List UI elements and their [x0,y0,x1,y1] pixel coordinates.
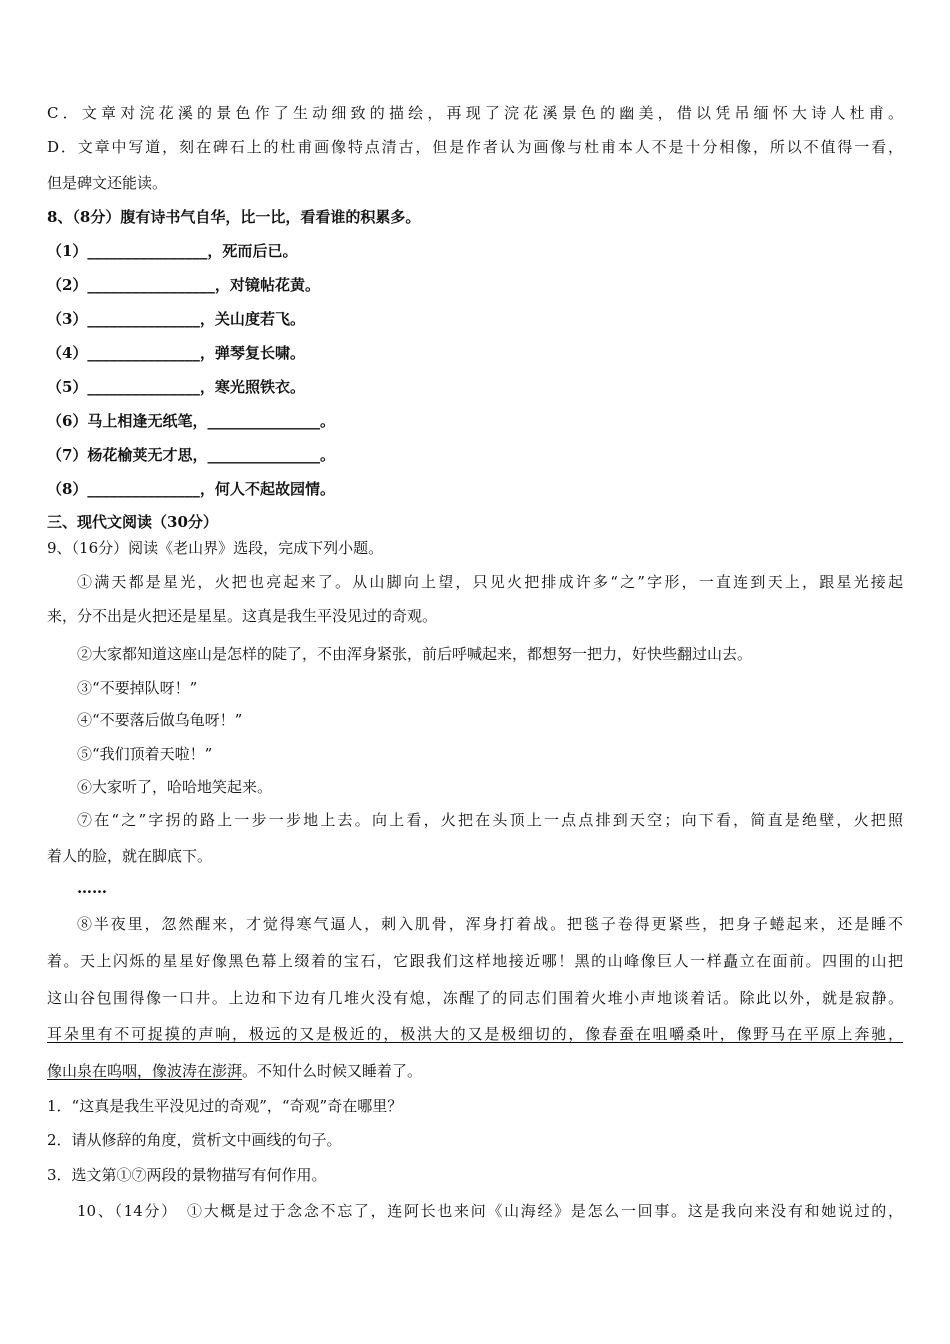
para-8-line1: ⑧半夜里，忽然醒来，才觉得寒气逼人，刺入肌骨，浑身打着战。把毯子卷得更紧些，把身子蜷起来，还是睡不 [77,915,903,933]
para-8-line2: 着。天上闪烁的星星好像黑色幕上缀着的宝石，它跟我们这样地接近哪！黑的山峰像巨人一样矗立在面前。四围的山把 [47,952,903,970]
q8-item-8: （8）_______________，何人不起故园情。 [47,480,335,498]
para-7-line1: ⑦在“之”字拐的路上一步一步地上去。向上看，火把在头顶上一点点排到天空；向下看，简直是绝壁，火把照 [77,811,903,829]
sub-question-1: 1．“这真是我生平没见过的奇观”，“奇观”奇在哪里？ [47,1097,403,1115]
q8-item-5: （5）_______________，寒光照铁衣。 [47,378,305,396]
para-8-line5 [47,1061,422,1081]
q8-title: 8、（8分）腹有诗书气自华，比一比，看看谁的积累多。 [47,208,421,226]
para-5: ⑤“我们顶着天啦！” [77,745,213,763]
q8-item-2: （2）_________________，对镜帖花黄。 [47,276,320,294]
section-heading: 三、现代文阅读（30分） [47,513,218,531]
para-8-end: 。不知什么时候又睡着了。 [242,1062,423,1080]
q8-item-1: （1）________________，死而后已。 [47,242,298,260]
option-c: C．文章对浣花溪的景色作了生动细致的描绘，再现了浣花溪景色的幽美，借以凭吊缅怀大诗人杜甫。 [47,104,903,122]
para-6: ⑥大家听了，哈哈地笑起来。 [77,778,273,796]
option-d-line2: 但是碑文还能读。 [47,174,168,192]
para-7-line2: 着人的脸，就在脚底下。 [47,847,213,865]
q10-line1: 10、（14分） ①大概是过于念念不忘了，连阿长也来问《山海经》是怎么一回事。这是我向来没有和她说过的， [77,1202,903,1220]
option-d-line1: D．文章中写道，刻在碑石上的杜甫画像特点清古，但是作者认为画像与杜甫本人不是十分相像，所以不值得一看， [47,138,903,156]
para-4: ④“不要落后做乌龟呀！” [77,711,243,729]
q8-item-6: （6）马上相逢无纸笔，_______________。 [47,412,335,430]
para-8-line4-underlined: 耳朵里有不可捉摸的声响，极远的又是极近的，极洪大的又是极细切的，像春蚕在咀嚼桑叶，像野马在平原上奔驰， [47,1025,903,1043]
q9-title: 9、（16分）阅读《老山界》选段，完成下列小题。 [47,539,384,557]
para-3: ③“不要掉队呀！” [77,679,198,697]
ellipsis: …… [77,879,107,897]
sub-question-2: 2．请从修辞的角度，赏析文中画线的句子。 [47,1131,342,1149]
para-1-line1: ①满天都是星光，火把也亮起来了。从山脚向上望，只见火把排成许多“之”字形，一直连到天上，跟星光接起 [77,573,903,591]
q8-item-4: （4）_______________，弹琴复长啸。 [47,344,305,362]
underlined-sentence: 像山泉在呜咽，像波涛在澎湃 [47,1062,243,1080]
q8-item-3: （3）_______________，关山度若飞。 [47,310,305,328]
para-1-line2: 来，分不出是火把还是星星。这真是我生平没见过的奇观。 [47,607,438,625]
sub-question-3: 3．选文第①⑦两段的景物描写有何作用。 [47,1166,327,1184]
para-2: ②大家都知道这座山是怎样的陡了，不由浑身紧张，前后呼喊起来，都想努一把力，好快些翻过山去。 [77,645,753,663]
para-8-line3: 这山谷包围得像一口井。上边和下边有几堆火没有熄，冻醒了的同志们围着火堆小声地谈着话。除此以外，就是寂静。 [47,989,903,1007]
q8-item-7: （7）杨花榆荚无才思，_______________。 [47,446,335,464]
